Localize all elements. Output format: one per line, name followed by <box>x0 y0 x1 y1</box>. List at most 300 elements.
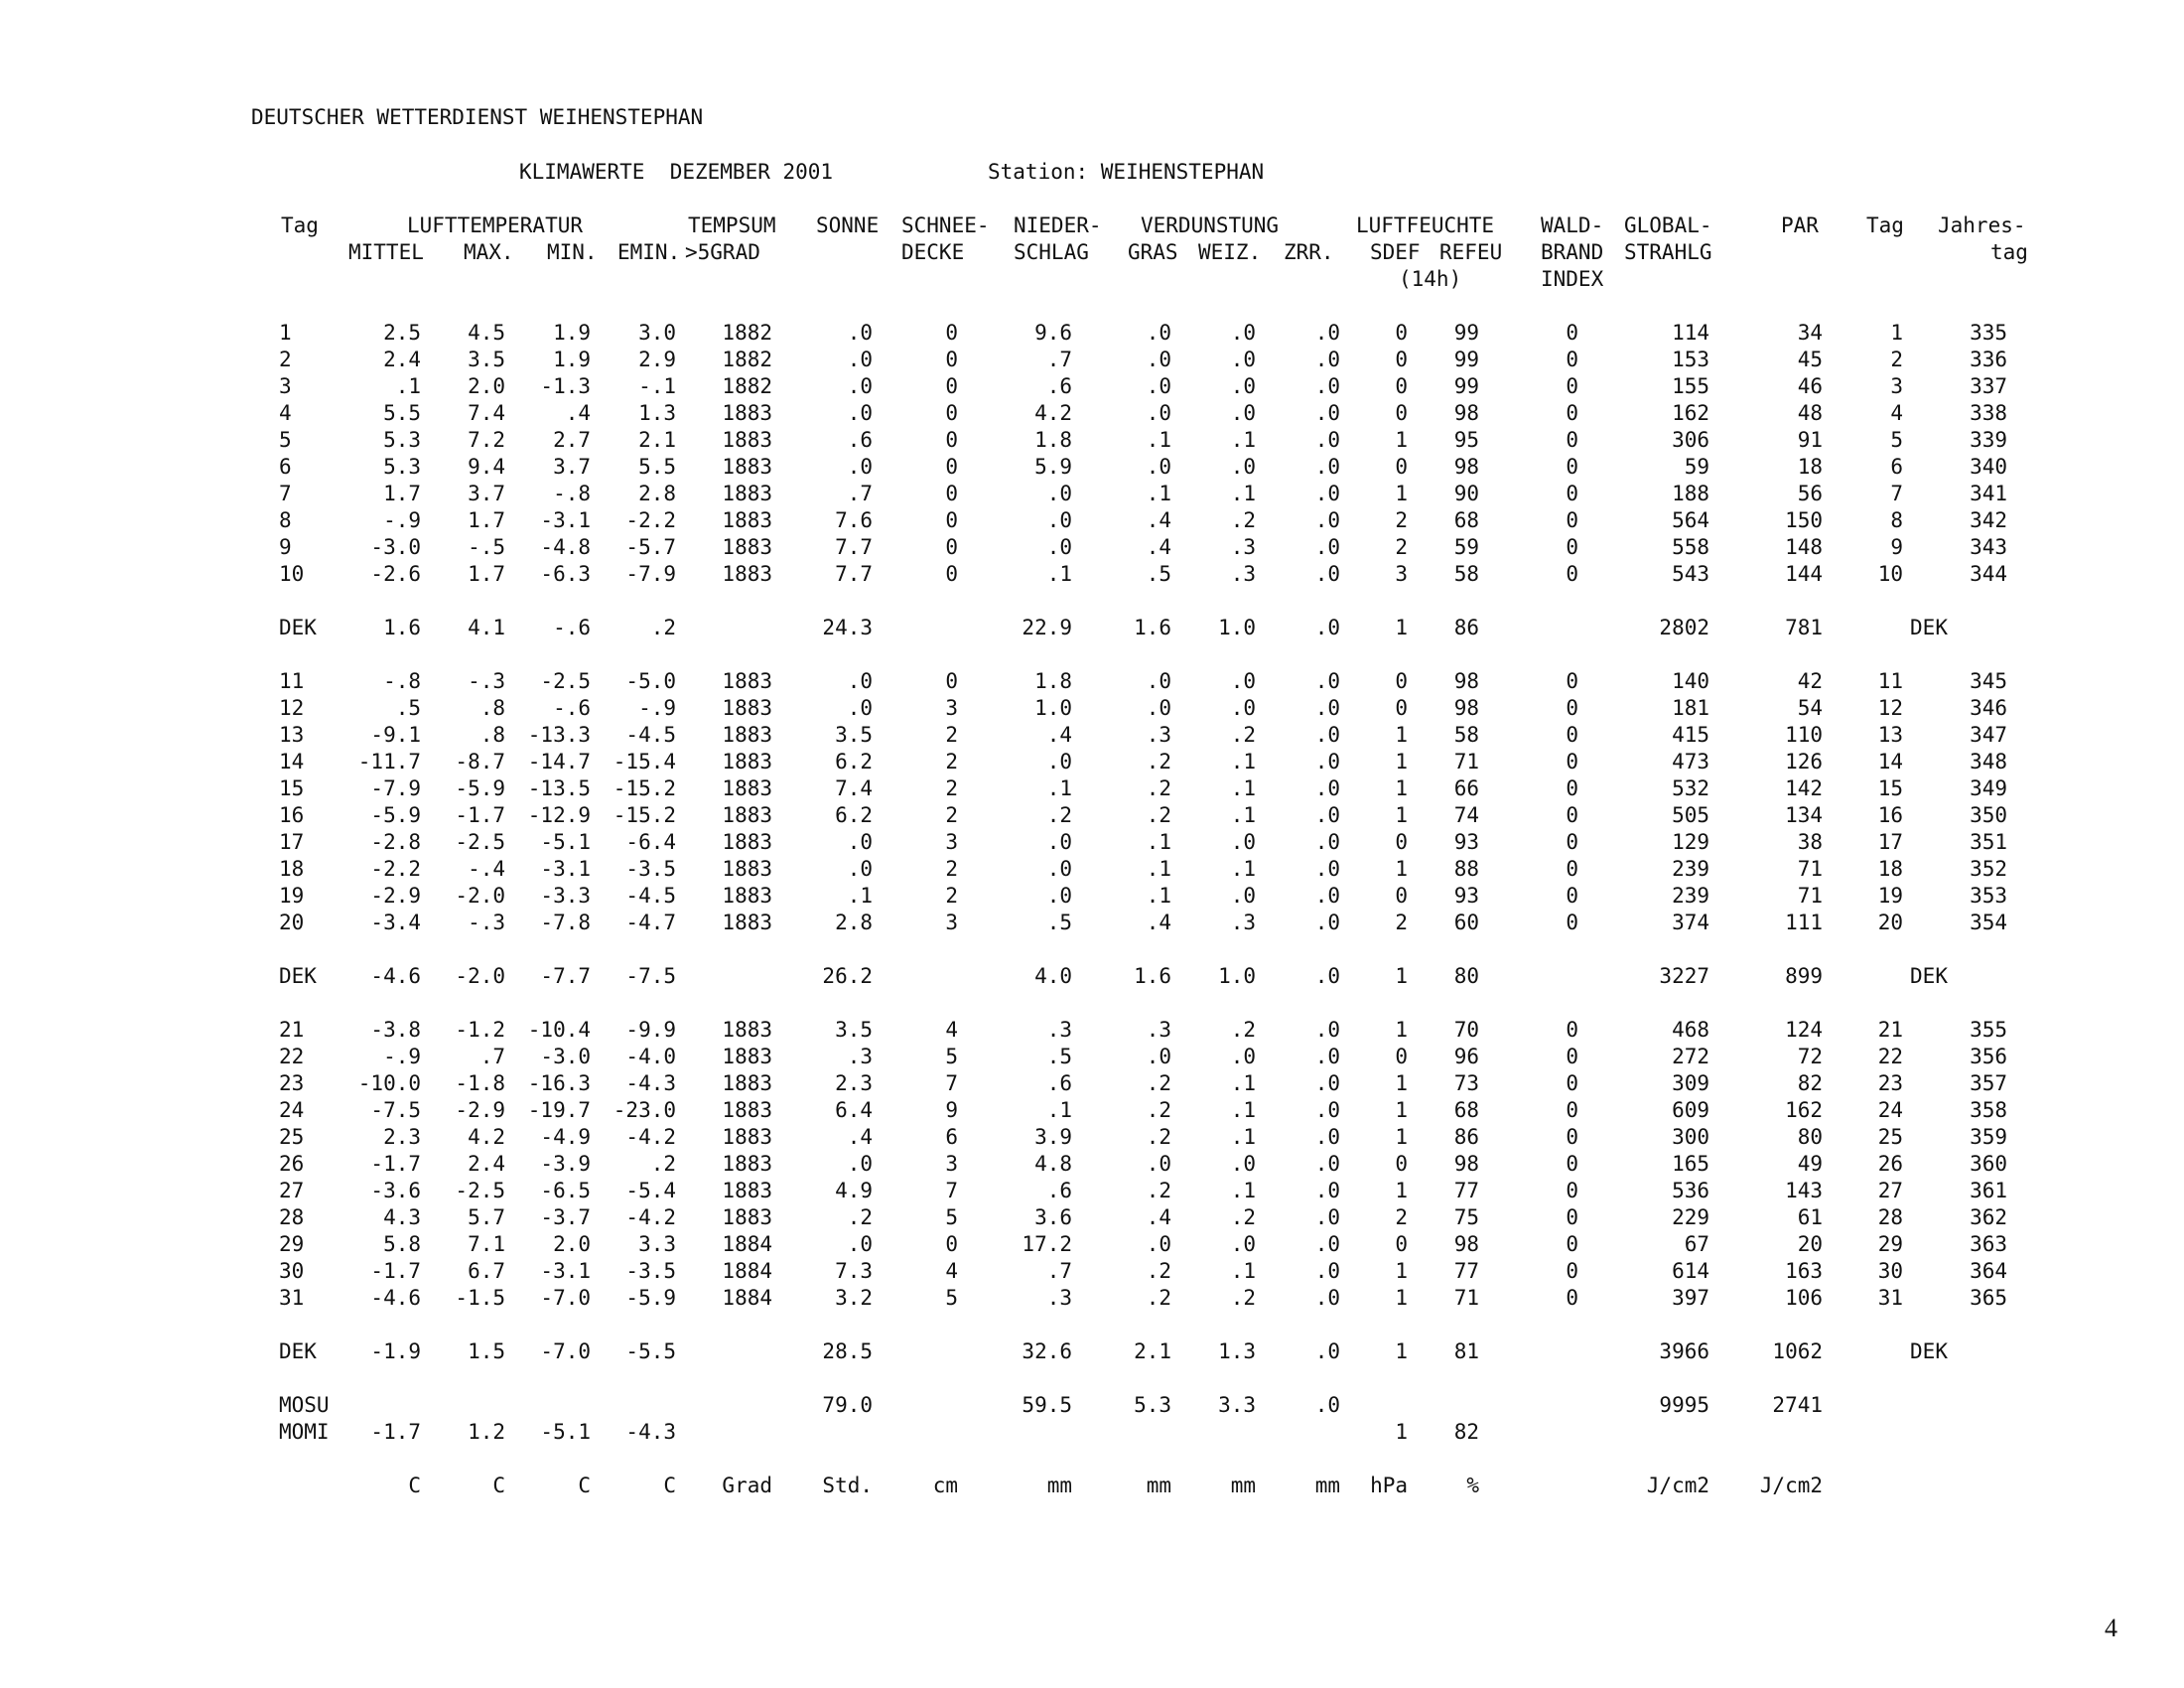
table-cell: 3.2 <box>835 1286 873 1310</box>
row-label: DEK <box>279 616 317 639</box>
table-cell: .2 <box>1146 803 1171 827</box>
table-cell: .2 <box>1046 803 1072 827</box>
table-cell: 0 <box>1395 1232 1408 1256</box>
table-cell: .0 <box>1314 696 1340 720</box>
table-cell: -2.5 <box>455 1179 505 1202</box>
table-cell: .1 <box>1230 776 1256 800</box>
table-cell: 73 <box>1453 1071 1479 1095</box>
table-cell: 2.7 <box>553 428 591 452</box>
table-cell: .7 <box>1046 348 1072 371</box>
table-cell: 0 <box>945 321 958 345</box>
table-cell: 0 <box>1566 803 1578 827</box>
table-cell: 337 <box>1970 374 2007 398</box>
row-label: 1 <box>279 321 292 345</box>
table-cell: .0 <box>1146 1045 1171 1068</box>
table-cell: 61 <box>1797 1205 1823 1229</box>
table-cell: 0 <box>1395 321 1408 345</box>
table-cell: 0 <box>1566 1045 1578 1068</box>
column-header: EMIN. <box>617 240 681 264</box>
column-header: GRAS <box>1128 240 1178 264</box>
table-cell: 9 <box>1890 535 1903 559</box>
table-cell: 11 <box>1877 669 1903 693</box>
row-label: 18 <box>279 857 305 881</box>
table-cell: 19 <box>1877 884 1903 908</box>
table-cell: 1 <box>1890 321 1903 345</box>
table-cell: 25 <box>1877 1125 1903 1149</box>
table-cell: .6 <box>847 428 873 452</box>
table-cell: .0 <box>1146 1152 1171 1176</box>
table-cell: .0 <box>1314 911 1340 934</box>
table-cell: .0 <box>1314 1393 1340 1417</box>
table-cell: 0 <box>945 508 958 532</box>
table-cell: 1883 <box>722 669 772 693</box>
table-cell: .0 <box>1314 321 1340 345</box>
row-label: 27 <box>279 1179 305 1202</box>
table-cell: 1883 <box>722 562 772 586</box>
table-cell: -.3 <box>468 911 505 934</box>
table-cell: 96 <box>1453 1045 1479 1068</box>
table-cell: 1.8 <box>1034 428 1072 452</box>
table-cell: .2 <box>1146 750 1171 774</box>
table-cell: 0 <box>1566 776 1578 800</box>
table-cell: .4 <box>847 1125 873 1149</box>
table-cell: .0 <box>847 830 873 854</box>
table-cell: 352 <box>1970 857 2007 881</box>
table-cell: 28.5 <box>822 1339 873 1363</box>
table-cell: 0 <box>1566 535 1578 559</box>
table-cell: -1.5 <box>455 1286 505 1310</box>
table-cell: 0 <box>945 455 958 479</box>
table-cell: -7.0 <box>540 1339 591 1363</box>
row-label: 24 <box>279 1098 305 1122</box>
table-cell: 111 <box>1785 911 1823 934</box>
table-cell: 1 <box>1395 750 1408 774</box>
table-cell: .1 <box>1230 803 1256 827</box>
table-cell: .0 <box>1314 857 1340 881</box>
table-cell: 0 <box>1566 1125 1578 1149</box>
table-cell: -5.1 <box>540 1420 591 1444</box>
table-cell: 0 <box>1395 696 1408 720</box>
table-cell: -3.1 <box>540 508 591 532</box>
table-cell: 2 <box>945 723 958 747</box>
table-cell: -.9 <box>383 1045 421 1068</box>
table-cell: 9.6 <box>1034 321 1072 345</box>
column-header: Jahres- <box>1938 213 2026 237</box>
table-cell: .0 <box>1314 1125 1340 1149</box>
table-cell: 15 <box>1877 776 1903 800</box>
table-cell: 351 <box>1970 830 2007 854</box>
table-cell: 415 <box>1672 723 1709 747</box>
table-cell: 3.5 <box>468 348 505 371</box>
table-cell: 614 <box>1672 1259 1709 1283</box>
table-cell: -15.2 <box>613 776 676 800</box>
table-cell: -5.0 <box>625 669 676 693</box>
table-cell: -3.5 <box>625 1259 676 1283</box>
table-cell: 1883 <box>722 857 772 881</box>
column-header: Tag <box>1866 213 1904 237</box>
table-cell: 1883 <box>722 428 772 452</box>
row-label: MOMI <box>279 1420 330 1444</box>
table-cell: .1 <box>847 884 873 908</box>
table-cell: .2 <box>650 1152 676 1176</box>
table-cell: 4 <box>945 1018 958 1042</box>
table-cell: 155 <box>1672 374 1709 398</box>
table-cell: 7.6 <box>835 508 873 532</box>
table-cell: 1 <box>1395 1259 1408 1283</box>
table-cell: .6 <box>1046 374 1072 398</box>
table-cell: -3.5 <box>625 857 676 881</box>
table-cell: 1883 <box>722 911 772 934</box>
table-cell: -3.9 <box>540 1152 591 1176</box>
table-cell: .0 <box>1314 616 1340 639</box>
table-cell: 0 <box>1566 321 1578 345</box>
table-cell: 9 <box>945 1098 958 1122</box>
row-label: DEK <box>279 964 317 988</box>
table-cell: 26 <box>1877 1152 1903 1176</box>
table-cell: .0 <box>1314 750 1340 774</box>
table-cell: mm <box>1314 1474 1340 1497</box>
table-cell: 5 <box>945 1205 958 1229</box>
table-cell: .3 <box>1146 1018 1171 1042</box>
table-cell: 54 <box>1797 696 1823 720</box>
table-cell: .0 <box>1146 669 1171 693</box>
table-cell: 1883 <box>722 776 772 800</box>
table-cell: 1882 <box>722 374 772 398</box>
table-cell: 6.2 <box>835 803 873 827</box>
table-cell: 86 <box>1453 616 1479 639</box>
table-cell: 90 <box>1453 482 1479 505</box>
column-header: INDEX <box>1541 267 1604 291</box>
table-cell: .0 <box>1314 723 1340 747</box>
table-cell: 3.7 <box>553 455 591 479</box>
table-cell: -2.5 <box>455 830 505 854</box>
table-cell: -4.3 <box>625 1071 676 1095</box>
table-cell: 1882 <box>722 348 772 371</box>
table-cell: .0 <box>1230 401 1256 425</box>
table-cell: .1 <box>1230 1179 1256 1202</box>
table-cell: .1 <box>1146 428 1171 452</box>
table-cell: 162 <box>1672 401 1709 425</box>
table-cell: .0 <box>1146 1232 1171 1256</box>
table-cell: 4.2 <box>1034 401 1072 425</box>
table-cell: cm <box>932 1474 958 1497</box>
table-cell: -.9 <box>638 696 676 720</box>
table-cell: .0 <box>847 348 873 371</box>
row-label: 29 <box>279 1232 305 1256</box>
column-header: STRAHLG <box>1624 240 1712 264</box>
table-cell: .0 <box>1314 884 1340 908</box>
table-cell: 142 <box>1785 776 1823 800</box>
column-header: WALD- <box>1541 213 1604 237</box>
table-cell: -10.0 <box>357 1071 421 1095</box>
table-cell: 71 <box>1453 750 1479 774</box>
table-cell: 1883 <box>722 508 772 532</box>
table-cell: -2.6 <box>370 562 421 586</box>
column-header: SCHLAG <box>1014 240 1089 264</box>
table-cell: 38 <box>1797 830 1823 854</box>
table-cell: .6 <box>1046 1071 1072 1095</box>
column-header: (14h) <box>1399 267 1462 291</box>
table-cell: 5 <box>1890 428 1903 452</box>
table-cell: .0 <box>1314 1286 1340 1310</box>
table-cell: 0 <box>1566 830 1578 854</box>
table-cell: 3966 <box>1659 1339 1709 1363</box>
table-cell: 60 <box>1453 911 1479 934</box>
table-cell: .0 <box>847 1152 873 1176</box>
table-cell: 1.0 <box>1034 696 1072 720</box>
table-cell: 0 <box>945 374 958 398</box>
table-cell: 98 <box>1453 1152 1479 1176</box>
table-cell: 59 <box>1453 535 1479 559</box>
table-cell: 82 <box>1453 1420 1479 1444</box>
table-cell: -.3 <box>468 669 505 693</box>
table-cell: 0 <box>945 562 958 586</box>
table-cell: 1.5 <box>468 1339 505 1363</box>
table-cell: .2 <box>1146 1259 1171 1283</box>
table-cell: 1 <box>1395 616 1408 639</box>
table-cell: -2.2 <box>625 508 676 532</box>
table-cell: 126 <box>1785 750 1823 774</box>
table-cell: .0 <box>1314 1205 1340 1229</box>
table-cell: C <box>408 1474 421 1497</box>
table-cell: 346 <box>1970 696 2007 720</box>
table-cell: -4.6 <box>370 1286 421 1310</box>
table-cell: 0 <box>1566 1179 1578 1202</box>
table-cell: 93 <box>1453 830 1479 854</box>
table-cell: .4 <box>1146 535 1171 559</box>
table-cell: -3.1 <box>540 1259 591 1283</box>
column-header: MITTEL <box>348 240 424 264</box>
table-cell: .0 <box>847 321 873 345</box>
table-cell: -4.5 <box>625 884 676 908</box>
table-cell: 1.7 <box>468 508 505 532</box>
table-cell: 42 <box>1797 669 1823 693</box>
table-cell: .0 <box>1314 830 1340 854</box>
column-header: >5GRAD <box>685 240 760 264</box>
table-cell: -.6 <box>553 696 591 720</box>
table-cell: Grad <box>722 1474 772 1497</box>
table-cell: 18 <box>1797 455 1823 479</box>
table-cell: -14.7 <box>527 750 591 774</box>
row-label: 3 <box>279 374 292 398</box>
row-label: 28 <box>279 1205 305 1229</box>
table-cell: 359 <box>1970 1125 2007 1149</box>
table-cell: 95 <box>1453 428 1479 452</box>
table-cell: .2 <box>1230 1018 1256 1042</box>
table-cell: 56 <box>1797 482 1823 505</box>
table-cell: .0 <box>1046 750 1072 774</box>
table-cell: 306 <box>1672 428 1709 452</box>
table-cell: hPa <box>1370 1474 1408 1497</box>
table-cell: 0 <box>945 1232 958 1256</box>
table-cell: 0 <box>945 428 958 452</box>
table-cell: 345 <box>1970 669 2007 693</box>
table-cell: .7 <box>1046 1259 1072 1283</box>
table-cell: 88 <box>1453 857 1479 881</box>
table-cell: -10.4 <box>527 1018 591 1042</box>
table-cell: 6 <box>945 1125 958 1149</box>
table-cell: 71 <box>1797 884 1823 908</box>
column-header: tag <box>1990 240 2028 264</box>
table-cell: 6.2 <box>835 750 873 774</box>
table-cell: 1.8 <box>1034 669 1072 693</box>
table-cell: -.5 <box>468 535 505 559</box>
table-cell: 1.3 <box>1218 1339 1256 1363</box>
table-cell: .1 <box>1230 1125 1256 1149</box>
table-cell: -5.1 <box>540 830 591 854</box>
table-cell: .1 <box>1230 1259 1256 1283</box>
table-cell: 341 <box>1970 482 2007 505</box>
column-header: MAX. <box>464 240 514 264</box>
table-cell: .0 <box>1314 374 1340 398</box>
table-cell: 1883 <box>722 723 772 747</box>
table-cell: 336 <box>1970 348 2007 371</box>
table-cell: 4.5 <box>468 321 505 345</box>
table-cell: 1.9 <box>553 321 591 345</box>
row-label: 10 <box>279 562 305 586</box>
table-cell: .0 <box>847 669 873 693</box>
row-label: MOSU <box>279 1393 330 1417</box>
table-cell: 144 <box>1785 562 1823 586</box>
table-cell: .4 <box>1146 508 1171 532</box>
table-cell: 17.2 <box>1022 1232 1072 1256</box>
table-cell: 29 <box>1877 1232 1903 1256</box>
table-cell: 1 <box>1395 723 1408 747</box>
table-cell: 2.4 <box>383 348 421 371</box>
table-cell: 1883 <box>722 1071 772 1095</box>
table-cell: 397 <box>1672 1286 1709 1310</box>
row-label: 26 <box>279 1152 305 1176</box>
table-cell: 0 <box>1566 374 1578 398</box>
table-cell: 3.5 <box>835 723 873 747</box>
table-cell: 543 <box>1672 562 1709 586</box>
table-cell: 1883 <box>722 535 772 559</box>
table-cell: 181 <box>1672 696 1709 720</box>
table-cell: 0 <box>1566 884 1578 908</box>
table-cell: .0 <box>1146 401 1171 425</box>
table-cell: -6.5 <box>540 1179 591 1202</box>
table-cell: 68 <box>1453 1098 1479 1122</box>
table-cell: 558 <box>1672 535 1709 559</box>
table-cell: 2802 <box>1659 616 1709 639</box>
row-label: DEK <box>279 1339 317 1363</box>
table-cell: 2 <box>1890 348 1903 371</box>
row-label: DEK <box>1910 964 1948 988</box>
table-cell: 1.6 <box>1134 964 1171 988</box>
table-cell: -2.0 <box>455 964 505 988</box>
table-cell: 363 <box>1970 1232 2007 1256</box>
table-cell: .7 <box>479 1045 505 1068</box>
table-cell: .6 <box>1046 1179 1072 1202</box>
column-header: DECKE <box>901 240 965 264</box>
table-cell: 0 <box>1566 1098 1578 1122</box>
table-cell: 0 <box>1566 401 1578 425</box>
table-cell: 0 <box>1395 669 1408 693</box>
row-label: 23 <box>279 1071 305 1095</box>
table-cell: 338 <box>1970 401 2007 425</box>
table-cell: -2.2 <box>370 857 421 881</box>
table-cell: -16.3 <box>527 1071 591 1095</box>
table-cell: 2 <box>945 776 958 800</box>
table-cell: 99 <box>1453 321 1479 345</box>
table-cell: 0 <box>1566 723 1578 747</box>
table-cell: 0 <box>1395 455 1408 479</box>
table-cell: .0 <box>1314 535 1340 559</box>
table-cell: 5.7 <box>468 1205 505 1229</box>
table-cell: 98 <box>1453 696 1479 720</box>
table-cell: 77 <box>1453 1179 1479 1202</box>
table-cell: .3 <box>1230 562 1256 586</box>
column-header: BRAND <box>1541 240 1604 264</box>
table-cell: J/cm2 <box>1759 1474 1823 1497</box>
table-cell: 1.7 <box>468 562 505 586</box>
table-cell: .3 <box>1046 1018 1072 1042</box>
table-cell: 6 <box>1890 455 1903 479</box>
table-cell: 49 <box>1797 1152 1823 1176</box>
table-cell: 473 <box>1672 750 1709 774</box>
table-cell: 0 <box>1566 1205 1578 1229</box>
table-cell: .0 <box>1314 1179 1340 1202</box>
column-header: Tag <box>281 213 319 237</box>
table-cell: 2.5 <box>383 321 421 345</box>
table-cell: -7.7 <box>540 964 591 988</box>
table-cell: 5.5 <box>638 455 676 479</box>
table-cell: .0 <box>1314 1232 1340 1256</box>
table-cell: 365 <box>1970 1286 2007 1310</box>
table-cell: 22 <box>1877 1045 1903 1068</box>
table-cell: .0 <box>1314 776 1340 800</box>
table-cell: .0 <box>1146 321 1171 345</box>
column-header: MIN. <box>547 240 598 264</box>
table-cell: 48 <box>1797 401 1823 425</box>
table-cell: 1.6 <box>1134 616 1171 639</box>
table-cell: -15.2 <box>613 803 676 827</box>
table-cell: -4.2 <box>625 1205 676 1229</box>
row-label: 21 <box>279 1018 305 1042</box>
table-cell: .2 <box>650 616 676 639</box>
table-cell: 0 <box>1566 857 1578 881</box>
table-cell: .0 <box>847 455 873 479</box>
table-cell: .0 <box>1314 1071 1340 1095</box>
table-cell: 1883 <box>722 696 772 720</box>
table-cell: 0 <box>1566 911 1578 934</box>
table-cell: -4.9 <box>540 1125 591 1149</box>
table-cell: .0 <box>1046 857 1072 881</box>
column-header: SDEF <box>1370 240 1421 264</box>
table-cell: -5.5 <box>625 1339 676 1363</box>
table-cell: -7.9 <box>370 776 421 800</box>
table-cell: 229 <box>1672 1205 1709 1229</box>
table-cell: .0 <box>1146 696 1171 720</box>
table-cell: 1.2 <box>468 1420 505 1444</box>
table-cell: 7 <box>945 1179 958 1202</box>
row-label: 20 <box>279 911 305 934</box>
table-cell: 5 <box>945 1286 958 1310</box>
table-cell: 9995 <box>1659 1393 1709 1417</box>
table-cell: 2.0 <box>553 1232 591 1256</box>
table-cell: .0 <box>1314 1339 1340 1363</box>
table-cell: 98 <box>1453 1232 1479 1256</box>
table-cell: 350 <box>1970 803 2007 827</box>
table-cell: 1062 <box>1772 1339 1823 1363</box>
table-cell: .0 <box>1314 348 1340 371</box>
table-cell: 340 <box>1970 455 2007 479</box>
table-cell: .0 <box>1046 830 1072 854</box>
table-cell: 353 <box>1970 884 2007 908</box>
table-cell: 5.5 <box>383 401 421 425</box>
table-cell: 99 <box>1453 348 1479 371</box>
report-title: KLIMAWERTE DEZEMBER 2001 <box>519 160 834 184</box>
